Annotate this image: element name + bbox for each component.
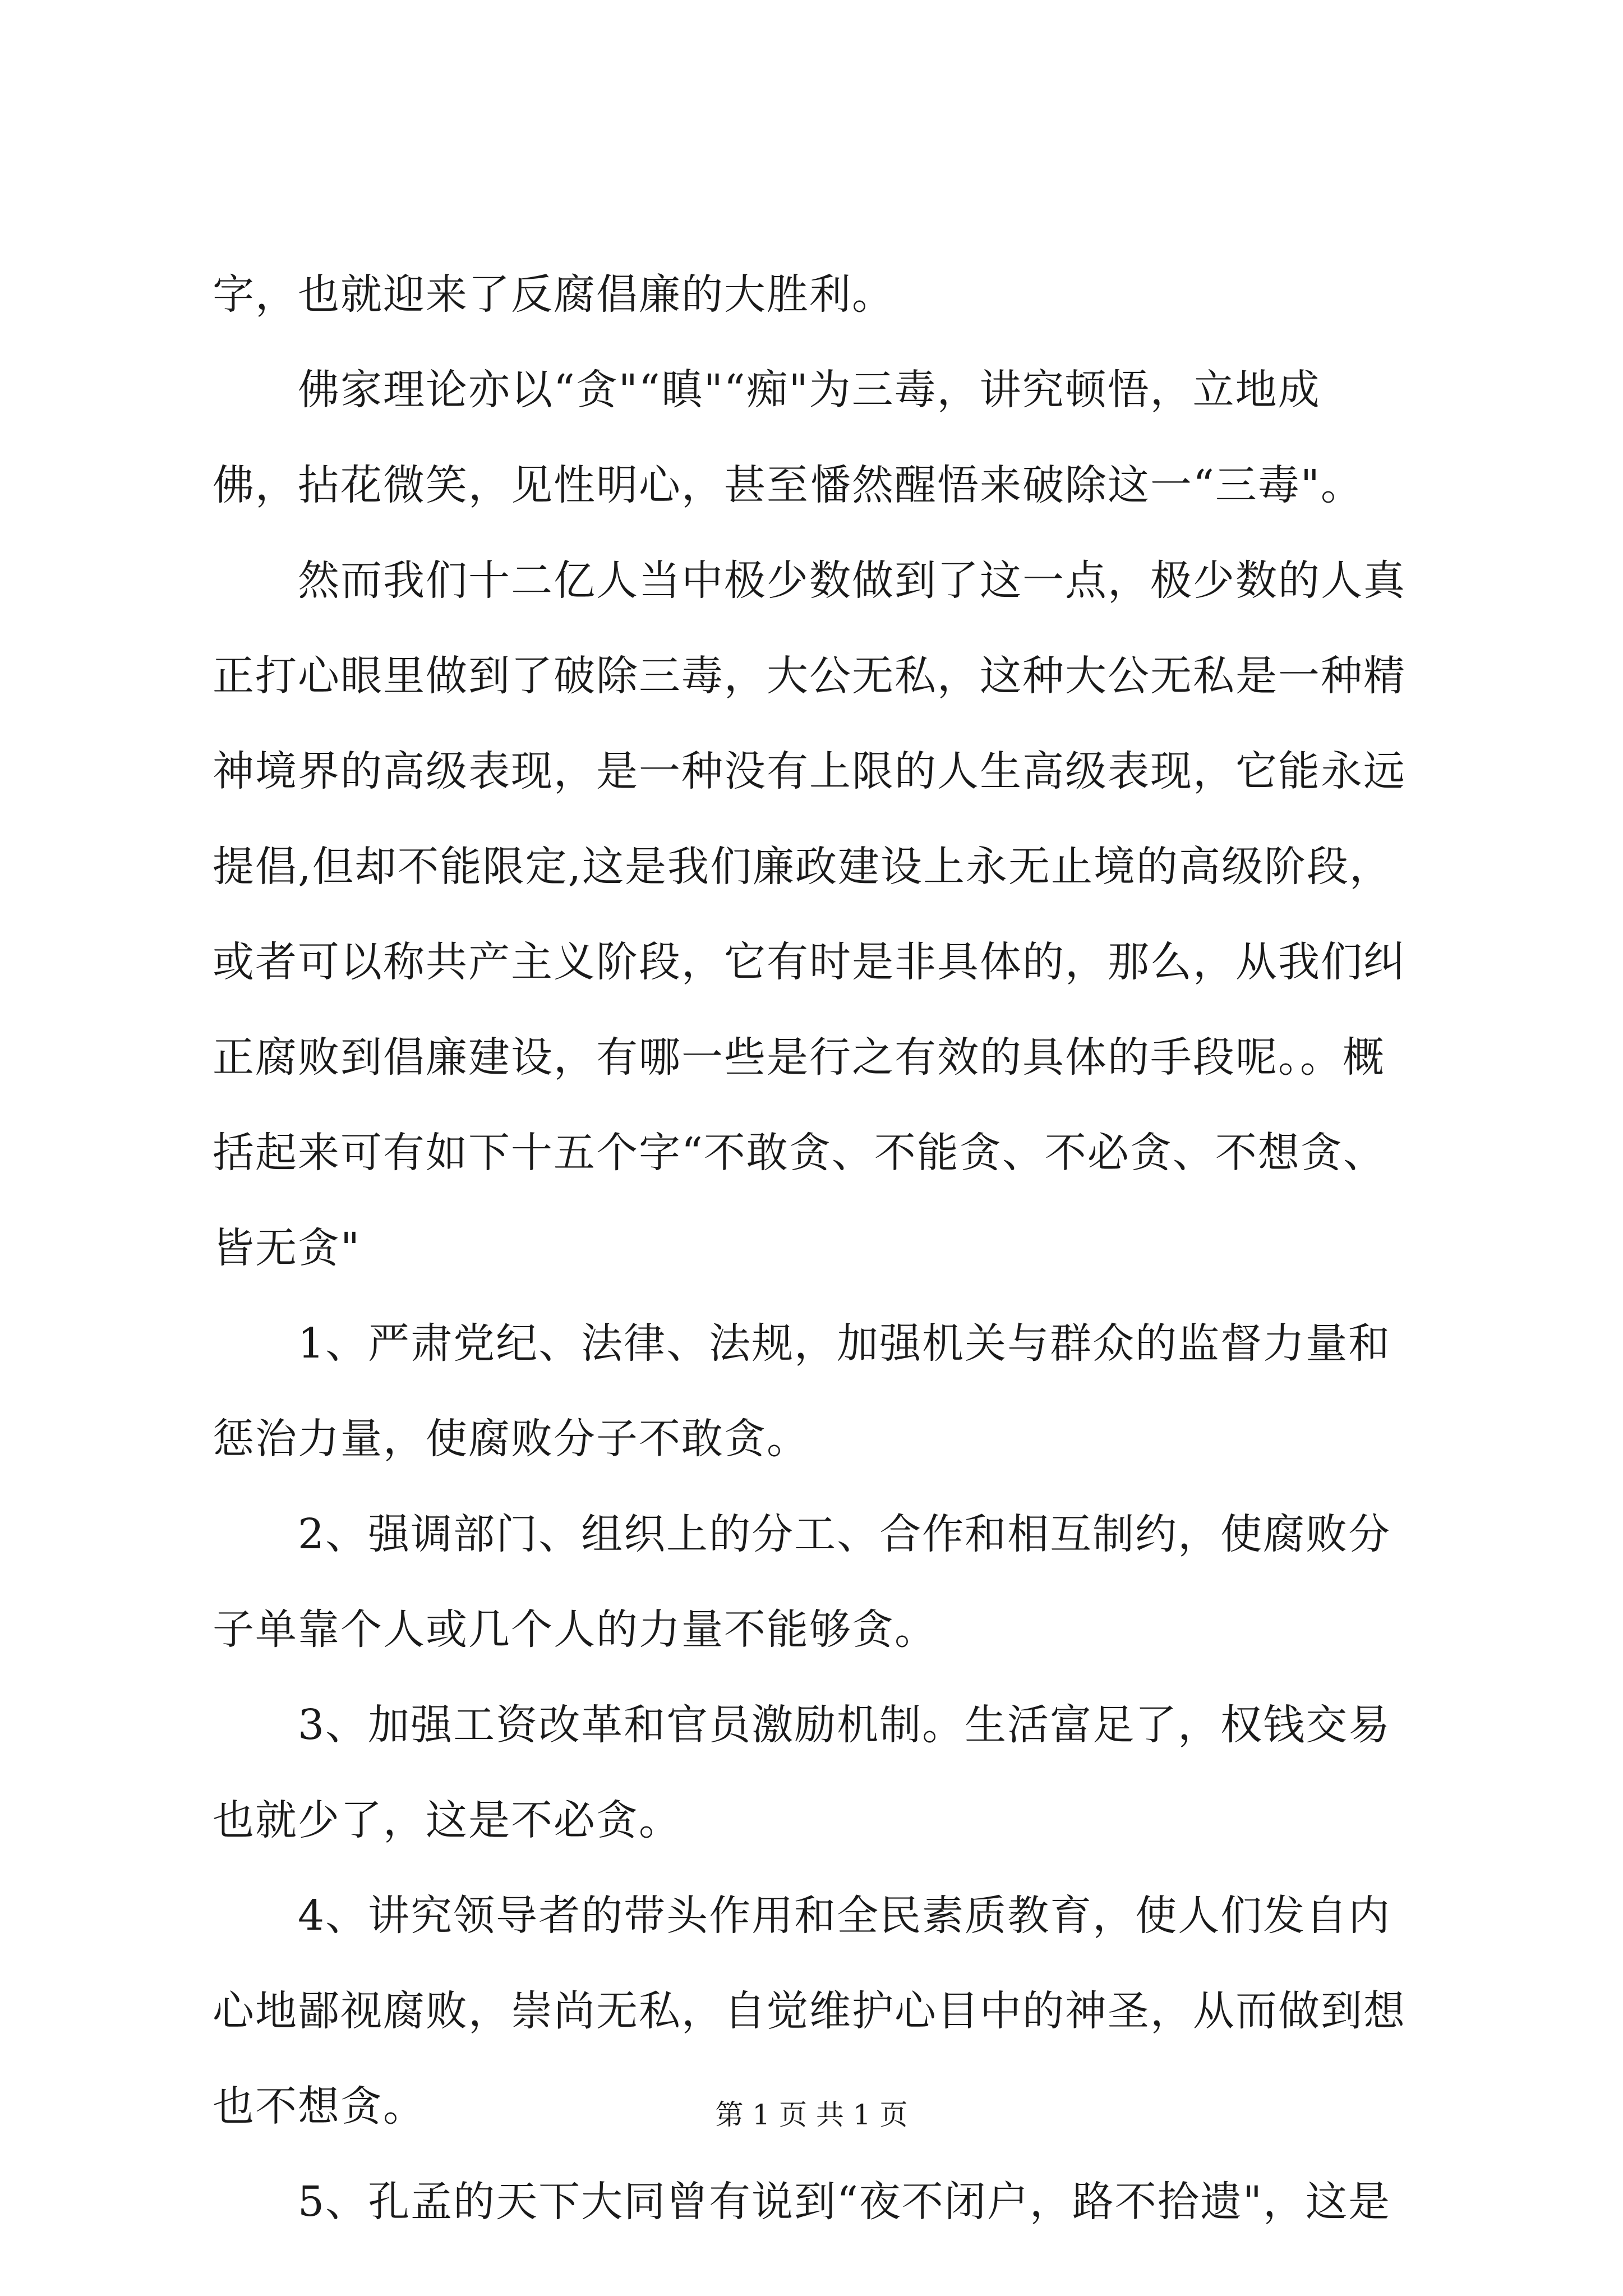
text-line: 字，也就迎来了反腐倡廉的大胜利。 xyxy=(213,270,895,319)
text-line: 2、强调部门、组织上的分工、合作和相互制约，使腐败分 xyxy=(298,1510,1391,1558)
page-number-footer: 第 1 页 共 1 页 xyxy=(715,2099,908,2131)
text-line: 然而我们十二亿人当中极少数做到了这一点，极少数的人真 xyxy=(298,556,1406,605)
text-line: 5、孔孟的天下大同曾有说到“夜不闭户，路不拾遗"，这是 xyxy=(298,2178,1391,2226)
text-line: 皆无贪" xyxy=(213,1224,361,1272)
text-line: 子单靠个人或几个人的力量不能够贪。 xyxy=(213,1605,937,1654)
text-line: 佛，拈花微笑，见性明心，甚至憣然醒悟来破除这一“三毒"。 xyxy=(213,461,1363,509)
text-line: 正打心眼里做到了破除三毒，大公无私，这种大公无私是一种精 xyxy=(213,652,1406,700)
text-line: 也就少了，这是不必贪。 xyxy=(213,1796,681,1844)
text-line: 或者可以称共产主义阶段，它有时是非具体的，那么，从我们纠 xyxy=(213,938,1406,986)
text-line: 1、严肃党纪、法律、法规，加强机关与群众的监督力量和 xyxy=(298,1319,1391,1368)
text-line: 3、加强工资改革和官员激励机制。生活富足了，权钱交易 xyxy=(298,1701,1391,1749)
text-line: 4、讲究领导者的带头作用和全民素质教育，使人们发自内 xyxy=(298,1892,1391,1940)
text-line: 佛家理论亦以“贪"“瞋"“痴"为三毒，讲究顿悟，立地成 xyxy=(298,366,1321,414)
text-line: 惩治力量，使腐败分子不敢贪。 xyxy=(213,1415,809,1463)
text-line: 神境界的高级表现，是一种没有上限的人生高级表现，它能永远 xyxy=(213,747,1406,795)
text-line: 正腐败到倡廉建设，有哪一些是行之有效的具体的手段呢。。概 xyxy=(213,1033,1385,1082)
text-line: 括起来可有如下十五个字“不敢贪、不能贪、不必贪、不想贪、 xyxy=(213,1129,1386,1177)
text-line: 心地鄙视腐败，崇尚无私，自觉维护心目中的神圣，从而做到想 xyxy=(213,1987,1406,2035)
text-line: 也不想贪。 xyxy=(213,2082,426,2131)
text-line: 提倡,但却不能限定,这是我们廉政建设上永无止境的高级阶段， xyxy=(213,843,1393,891)
document-body xyxy=(213,247,1418,2249)
